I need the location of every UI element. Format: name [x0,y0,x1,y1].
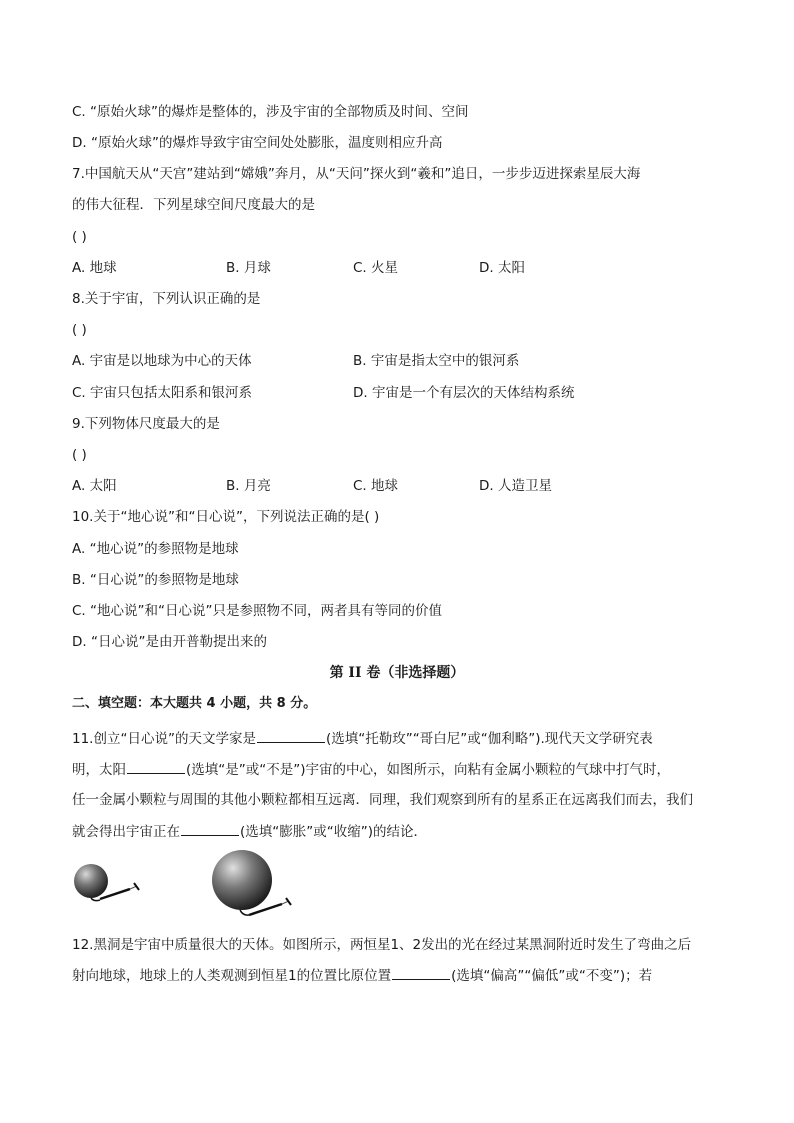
q8-stem: 8.关于宇宙，下列认识正确的是 [72,291,261,307]
q12-line2-text-b: (选填“偏高”“偏低”或“不变”)；若 [451,968,653,984]
q7-stem-line1: 7.中国航天从“天宫”建站到“嫦娥”奔月，从“天问”探火到“羲和”追日，一步步迈进探索星辰大海 [72,166,641,182]
q7-option-a: A. 地球 [72,260,117,276]
q7-answer-paren: ( ) [72,229,87,245]
balloon-large-figure [206,846,302,922]
q8-option-a: A. 宇宙是以地球为中心的天体 [72,353,252,369]
q9-option-b: B. 月亮 [226,478,271,494]
section-instruction: 二、填空题：本大题共 4 小题，共 8 分。 [72,696,317,711]
q11-blank-1[interactable] [257,729,325,743]
q11-line4-text-a: 就会得出宇宙正在 [72,824,180,840]
q11-line4-text-b: (选填“膨胀”或“收缩”)的结论． [240,824,428,840]
q9-option-a: A. 太阳 [72,478,117,494]
q11-blank-2[interactable] [127,760,185,774]
q11-line2-text-a: 明，太阳 [72,762,126,778]
q9-option-d: D. 人造卫星 [479,478,552,494]
q7-option-b: B. 月球 [226,260,271,276]
q11-line1-text-b: (选填“托勒玫”“哥白尼”或“伽利略”).现代天文学研究表 [325,731,653,747]
q12-blank-1[interactable] [392,966,450,980]
balloon-small-figure [70,858,150,908]
q10-option-b: B. “日心说”的参照物是地球 [72,572,239,588]
q7-option-d: D. 太阳 [479,260,525,276]
q9-stem: 9.下列物体尺度最大的是 [72,416,220,432]
q9-option-c: C. 地球 [353,478,399,494]
q10-option-d: D. “日心说”是由开普勒提出来的 [72,634,267,650]
q11-line4 [72,822,427,841]
q11-line3: 任一金属小颗粒与周围的其他小颗粒都相互远离．同理，我们观察到所有的星系正在远离我们而去，我们 [72,792,693,808]
q8-answer-paren: ( ) [72,322,87,338]
q12-line1: 12.黑洞是宇宙中质量很大的天体。如图所示，两恒星1、2发出的光在经过某黑洞附近时发生了弯曲之后 [72,937,692,953]
q8-option-c: C. 宇宙只包括太阳系和银河系 [72,385,253,401]
q7-stem-line2: 的伟大征程．下列星球空间尺度最大的是 [72,197,315,213]
q6-option-d: D. “原始火球”的爆炸导致宇宙空间处处膨胀，温度则相应升高 [72,135,443,151]
q11-line2 [72,760,670,779]
q9-answer-paren: ( ) [72,447,87,463]
q6-option-c: C. “原始火球”的爆炸是整体的，涉及宇宙的全部物质及时间、空间 [72,104,469,120]
q7-option-c: C. 火星 [353,260,399,276]
q10-stem: 10.关于“地心说”和“日心说”，下列说法正确的是( ) [72,509,380,525]
q12-line2 [72,966,652,985]
q10-option-c: C. “地心说”和“日心说”只是参照物不同，两者具有等同的价值 [72,603,442,619]
q11-line1 [72,729,653,748]
q11-line2-text-b: (选填“是”或“不是”)宇宙的中心，如图所示，向粘有金属小颗粒的气球中打气时， [186,762,671,778]
q11-line1-text-a: 11.创立“日心说”的天文学家是 [72,731,256,747]
q8-option-d: D. 宇宙是一个有层次的天体结构系统 [353,385,575,401]
q10-option-a: A. “地心说”的参照物是地球 [72,541,239,557]
q8-option-b: B. 宇宙是指太空中的银河系 [353,353,520,369]
section-title: 第 II 卷（非选择题） [329,665,465,681]
q11-blank-3[interactable] [181,822,239,836]
q12-line2-text-a: 射向地球，地球上的人类观测到恒星1的位置比原位置 [72,968,392,984]
